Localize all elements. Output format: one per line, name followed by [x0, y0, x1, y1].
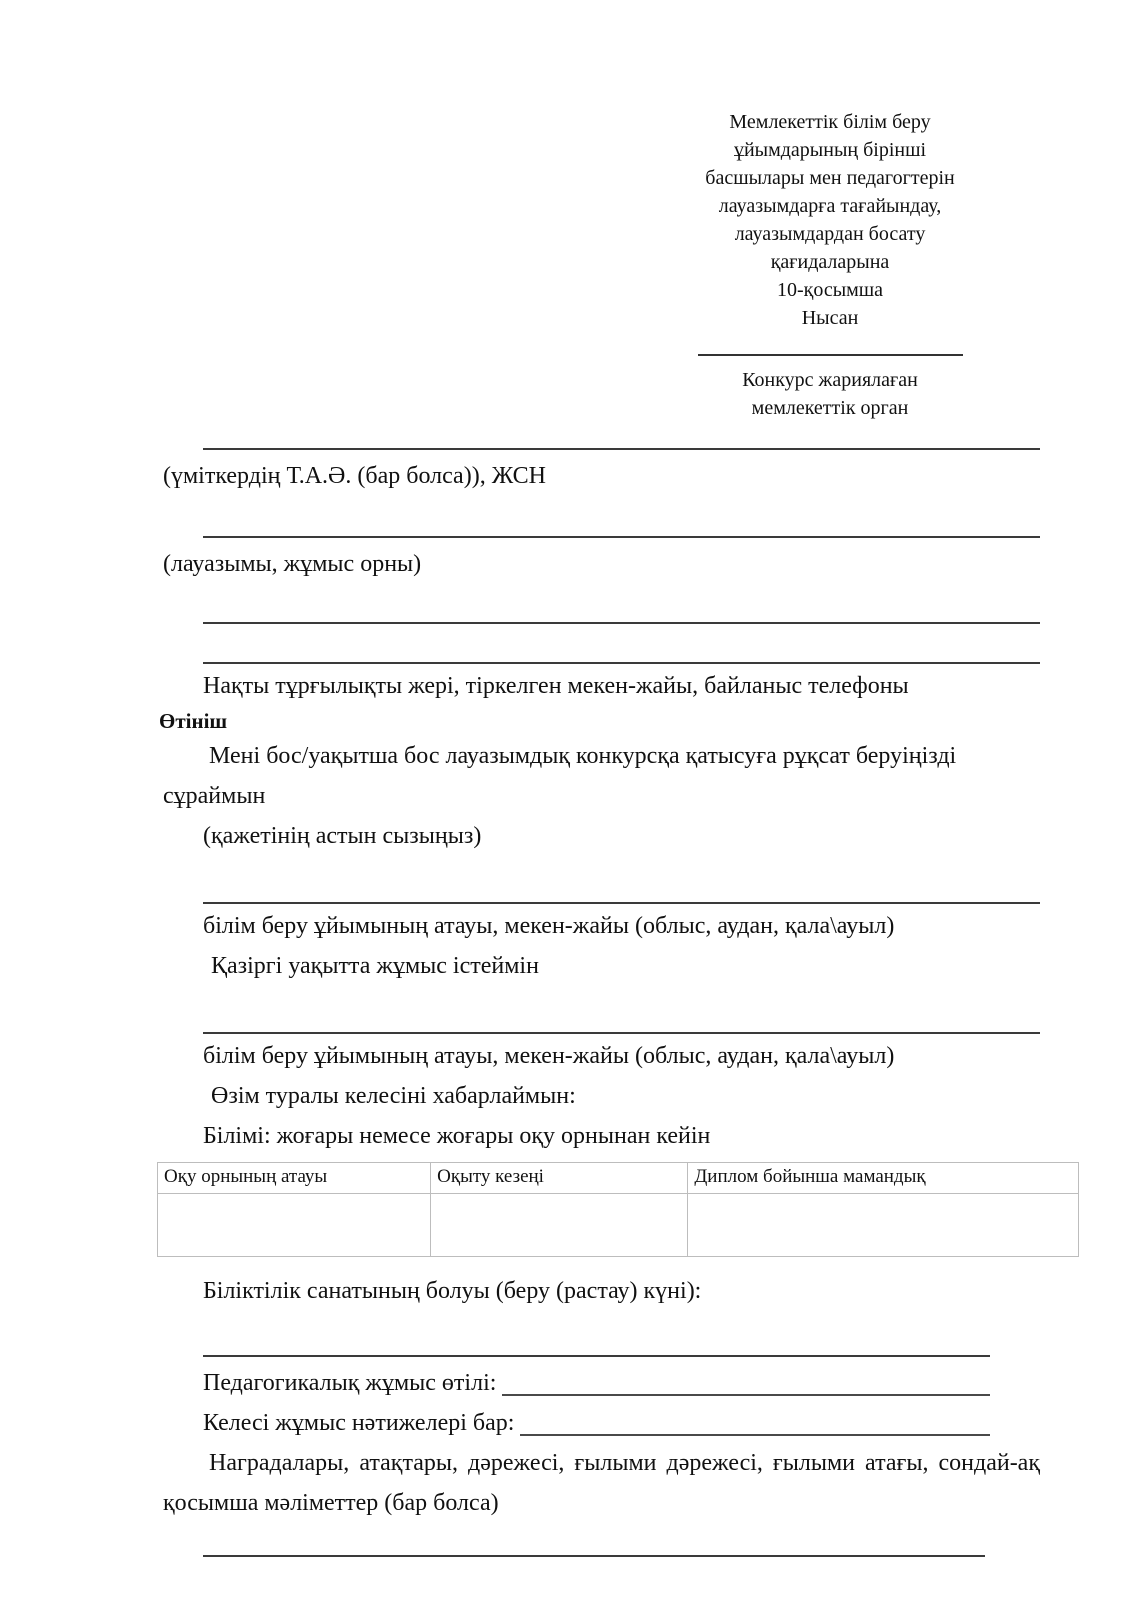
address-blank-line-1 [203, 622, 1040, 624]
education-table-cell-specialty [688, 1194, 1079, 1257]
education-table-cell-institution [158, 1194, 431, 1257]
organization-caption-1: білім беру ұйымының атауы, мекен-жайы (облыс, аудан, қала\ауыл) [203, 913, 895, 939]
form-label: Нысан [801, 307, 859, 329]
awards-blank-line [203, 1555, 985, 1557]
position-blank-line [203, 536, 1040, 538]
underline-note: (қажетінің астын сызыңыз) [203, 823, 482, 849]
education-table-header-row [158, 1163, 1079, 1194]
education-table-empty-row [158, 1194, 1079, 1257]
state-organ-blank-line [698, 354, 963, 356]
reference-line: басшылары мен педагогтерін [705, 167, 955, 189]
fio-caption: (үміткердің Т.А.Ә. (бар болса)), ЖСН [163, 463, 546, 489]
education-table [157, 1162, 1079, 1257]
reference-line: лауазымдарға тағайындау, [718, 195, 942, 217]
position-caption: (лауазымы, жұмыс орны) [163, 551, 422, 577]
reference-line: Мемлекеттік білім беру [729, 111, 931, 133]
address-blank-line-2 [203, 662, 1040, 664]
experience-row [163, 1363, 990, 1403]
state-organ-caption-line: Конкурс жариялаған [742, 369, 918, 391]
organization-blank-line-2 [203, 1032, 1040, 1034]
reference-line: ұйымдарының бірінші [733, 139, 927, 161]
experience-blank-line [502, 1394, 990, 1396]
results-blank-line [520, 1434, 990, 1436]
education-table-header-period: Оқыту кезеңі [431, 1163, 688, 1194]
reference-line: лауазымдардан босату [734, 223, 926, 245]
state-organ-caption-line: мемлекеттік орган [751, 397, 909, 419]
education-table-header-specialty: Диплом бойынша мамандық [688, 1163, 1079, 1194]
about-me-line: Өзім туралы келесіні хабарлаймын: [211, 1083, 576, 1109]
organization-caption-2: білім беру ұйымының атауы, мекен-жайы (облыс, аудан, қала\ауыл) [203, 1043, 895, 1069]
current-work-line: Қазіргі уақытта жұмыс істеймін [211, 953, 539, 979]
appendix-reference-block [660, 108, 1000, 356]
awards-paragraph: Наградалары, атақтары, дәрежесі, ғылыми дәрежесі, ғылыми атағы, сондай-ақ қосымша мәліметтер (бар болса) [163, 1450, 1040, 1516]
state-organ-caption [660, 366, 1000, 422]
qualification-caption: Біліктілік санатының болуы (беру (растау) күні): [203, 1278, 702, 1304]
address-caption: Нақты тұрғылықты жері, тіркелген мекен-жайы, байланыс телефоны [203, 673, 909, 699]
reference-line: қағидаларына [770, 251, 890, 273]
application-title: Өтініш [159, 709, 228, 733]
request-paragraph: Мені бос/уақытша бос лауазымдық конкурсқа қатысуға рұқсат беруіңізді сұраймын [163, 743, 957, 809]
experience-label: Педагогикалық жұмыс өтілі: [203, 1370, 497, 1396]
qualification-blank-line [203, 1355, 990, 1357]
education-table-header-institution: Оқу орнының атауы [158, 1163, 431, 1194]
education-line: Білімі: жоғары немесе жоғары оқу орнынан кейін [203, 1123, 711, 1149]
organization-blank-line-1 [203, 902, 1040, 904]
results-label: Келесі жұмыс нәтижелері бар: [203, 1410, 515, 1436]
fio-blank-line [203, 448, 1040, 450]
results-row [163, 1403, 990, 1443]
appendix-number: 10-қосымша [776, 279, 884, 301]
education-table-cell-period [431, 1194, 688, 1257]
